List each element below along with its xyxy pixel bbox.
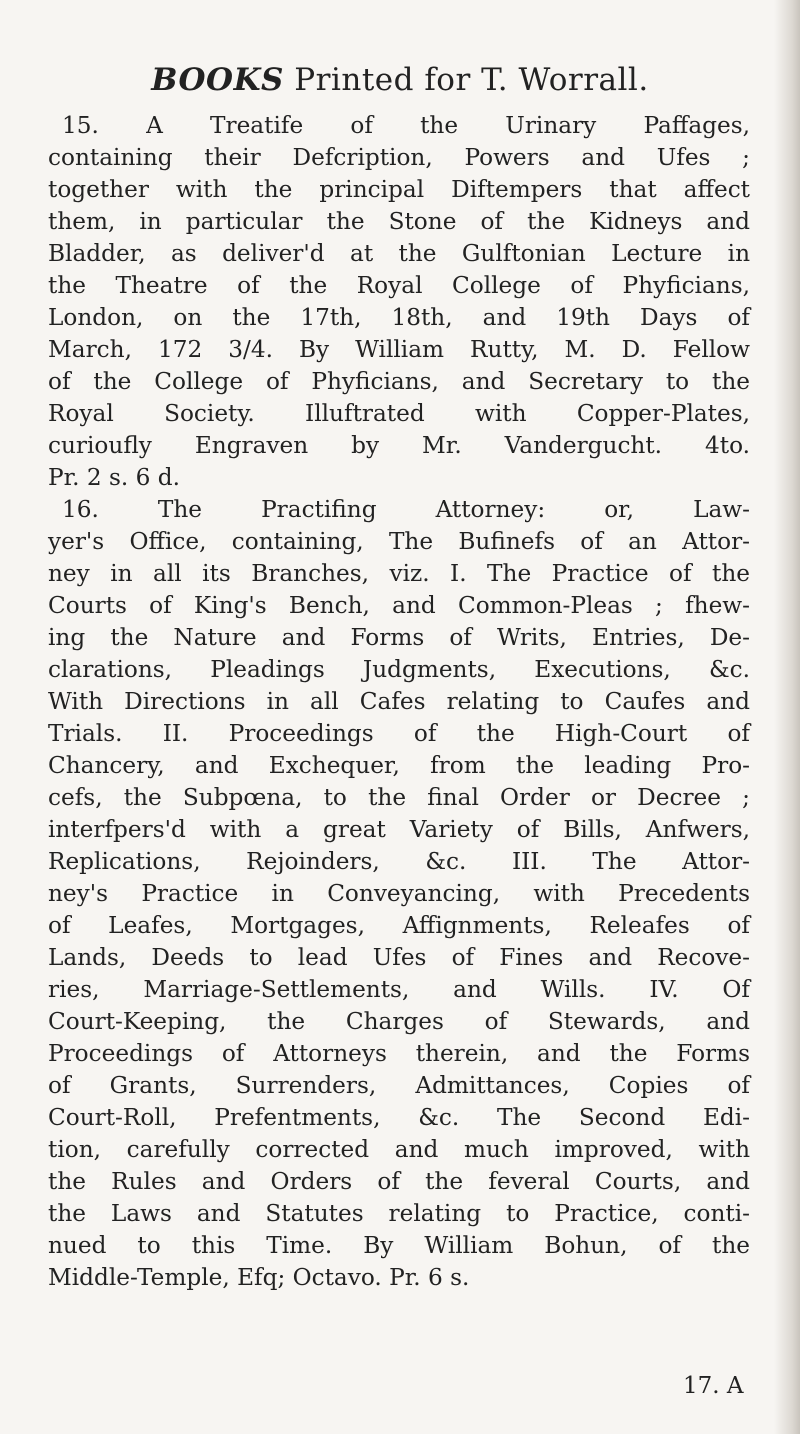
text-line: the Laws and Statutes relating to Practice, conti-: [48, 1200, 750, 1227]
text-line: the Rules and Orders of the feveral Courts, and: [48, 1168, 750, 1195]
text-line: ing the Nature and Forms of Writs, Entries, De-: [48, 624, 750, 651]
text-line: them, in particular the Stone of the Kidneys and: [48, 208, 750, 235]
text-line: Proceedings of Attorneys therein, and the Forms: [48, 1040, 750, 1067]
text-line: Court-Roll, Prefentments, &c. The Second Edi-: [48, 1104, 750, 1131]
text-line: Middle-Temple, Efq; Octavo. Pr. 6 s.: [48, 1264, 470, 1291]
text-line: the Theatre of the Royal College of Phyficians,: [48, 272, 750, 299]
text-line: cefs, the Subpœna, to the final Order or Decree ;: [48, 784, 750, 811]
text-line: 16. The Practifing Attorney: or, Law-: [62, 496, 750, 523]
entry-16: [48, 494, 750, 1294]
text-line: Court-Keeping, the Charges of Stewards, and: [48, 1008, 750, 1035]
page-body: [48, 110, 750, 1294]
text-line: Courts of King's Bench, and Common-Pleas ; fhew-: [48, 592, 750, 619]
text-line: ney in all its Branches, viz. I. The Practice of the: [48, 560, 750, 587]
running-header: [0, 62, 800, 98]
text-line: together with the principal Diftempers that affect: [48, 176, 750, 203]
text-line: With Directions in all Cafes relating to Caufes and: [48, 688, 750, 715]
text-line: of Leafes, Mortgages, Affignments, Releafes of: [48, 912, 750, 939]
text-line: Lands, Deeds to lead Ufes of Fines and Recove-: [48, 944, 750, 971]
text-line: Bladder, as deliver'd at the Gulftonian Lecture in: [48, 240, 750, 267]
text-line: containing their Defcription, Powers and Ufes ;: [48, 144, 750, 171]
text-line: March, 172 3/4. By William Rutty, M. D. Fellow: [48, 336, 750, 363]
text-line: yer's Office, containing, The Bufinefs of an Attor-: [48, 528, 750, 555]
entry-15: [48, 110, 750, 494]
text-line: tion, carefully corrected and much improved, with: [48, 1136, 750, 1163]
page-edge-shadow: [774, 0, 800, 1434]
text-line: ries, Marriage-Settlements, and Wills. IV. Of: [48, 976, 750, 1003]
text-line: curioufly Engraven by Mr. Vandergucht. 4to.: [48, 432, 750, 459]
text-line: interfpers'd with a great Variety of Bills, Anfwers,: [48, 816, 750, 843]
header-printed-for: Printed for T. Worrall.: [294, 62, 649, 98]
text-line: Chancery, and Exchequer, from the leading Pro-: [48, 752, 750, 779]
text-line: Replications, Rejoinders, &c. III. The Attor-: [48, 848, 750, 875]
text-line: Pr. 2 s. 6 d.: [48, 464, 180, 491]
text-line: Royal Society. Illuftrated with Copper-Plates,: [48, 400, 750, 427]
header-books: BOOKS: [151, 62, 284, 98]
text-line: of the College of Phyficians, and Secretary to the: [48, 368, 750, 395]
text-line: ney's Practice in Conveyancing, with Precedents: [48, 880, 750, 907]
text-line: 15. A Treatife of the Urinary Paffages,: [62, 112, 750, 139]
catchword: 17. A: [683, 1373, 744, 1399]
text-line: of Grants, Surrenders, Admittances, Copies of: [48, 1072, 750, 1099]
text-line: London, on the 17th, 18th, and 19th Days of: [48, 304, 750, 331]
text-line: clarations, Pleadings Judgments, Executions, &c.: [48, 656, 750, 683]
text-line: Trials. II. Proceedings of the High-Court of: [48, 720, 750, 747]
text-line: nued to this Time. By William Bohun, of the: [48, 1232, 750, 1259]
